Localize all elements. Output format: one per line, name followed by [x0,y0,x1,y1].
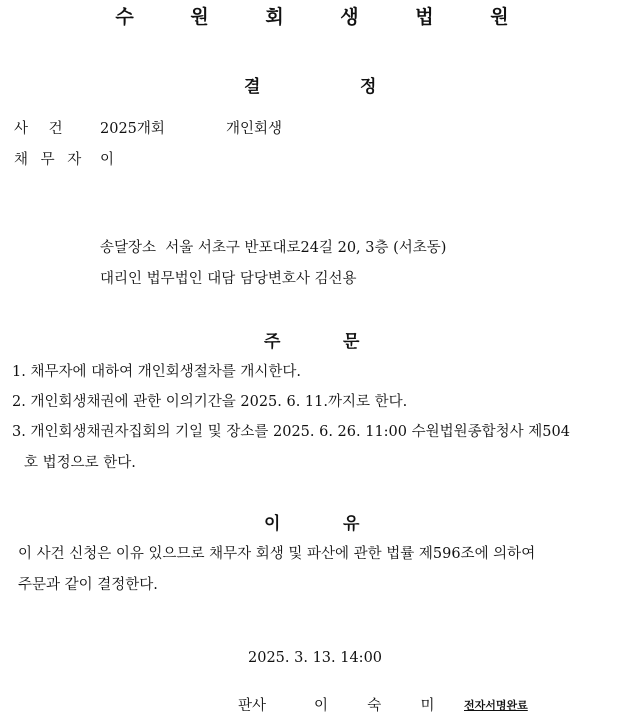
e-signature-stamp: 전자서명완료 [464,699,528,712]
reason-heading-left: 이 [264,514,281,534]
reason-heading-right: 유 [343,514,360,534]
service-agent: 대리인 법무법인 대담 담당변호사 김선용 [100,271,357,287]
case-label: 사 건 [14,121,71,137]
judge-name: 이 숙 미 [314,698,445,714]
order-heading-right: 문 [343,332,360,352]
reason-line-2: 주문과 같이 결정한다. [18,577,158,593]
decision-date: 2025. 3. 13. 14:00 [248,650,383,666]
order-item-3-continued: 호 법정으로 한다. [24,455,136,471]
judge-label: 판사 [238,698,267,714]
order-item-1: 1. 채무자에 대하여 개인회생절차를 개시한다. [12,364,302,380]
order-item-3: 3. 개인회생채권자집회의 기일 및 장소를 2025. 6. 26. 11:00 수원법원종합청사 제504 [12,424,570,440]
service-address: 송달장소 서울 서초구 반포대로24길 20, 3층 (서초동) [100,240,447,256]
decision-heading-left: 결 [244,77,261,97]
court-name: 수 원 회 생 법 원 [115,6,534,28]
decision-heading-right: 정 [360,77,377,97]
debtor-name: 이 [100,152,115,168]
case-number: 2025개회 [100,121,165,137]
order-item-2: 2. 개인회생채권에 관한 이의기간을 2025. 6. 11.까지로 한다. [12,394,408,410]
order-heading-left: 주 [264,332,281,352]
reason-line-1: 이 사건 신청은 이유 있으므로 채무자 회생 및 파산에 관한 법률 제596조에 의하여 [18,546,536,562]
case-type: 개인회생 [226,121,283,137]
debtor-label: 채 무 자 [14,152,86,168]
